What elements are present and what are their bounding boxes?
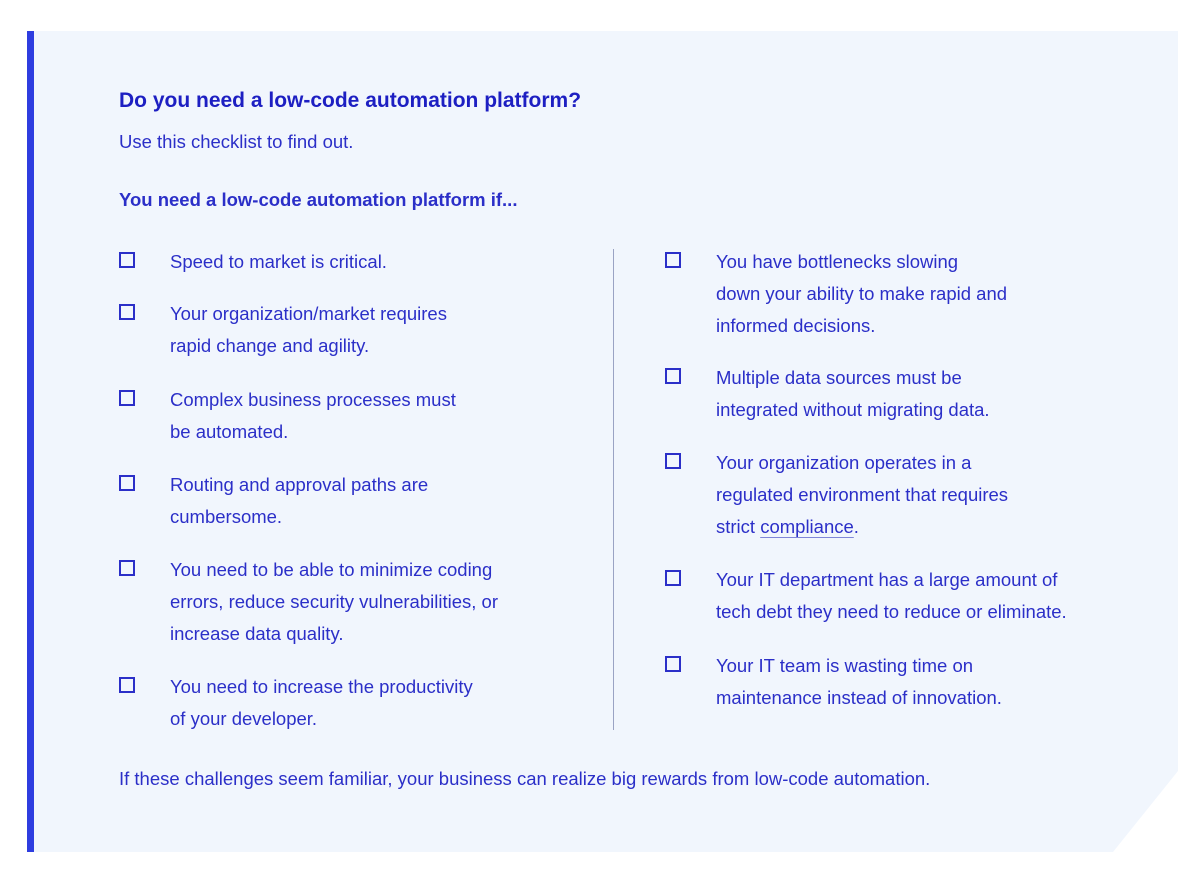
compliance-link[interactable]: compliance [760, 516, 854, 537]
checklist-item-line: down your ability to make rapid and [716, 283, 1008, 304]
checklist-heading: Do you need a low-code automation platform? [119, 89, 582, 112]
checklist-item-text [716, 246, 1106, 342]
checklist-item-line: Speed to market is critical. [170, 251, 387, 272]
checklist-item-text [716, 362, 1106, 426]
checklist-item-line: strict [716, 516, 761, 537]
checklist-item-line: . [853, 516, 859, 537]
checklist-item-line: be automated. [170, 421, 289, 442]
checklist-lead: You need a low-code automation platform if... [119, 189, 518, 210]
checklist-item-line: Multiple data sources must be [716, 367, 962, 388]
checklist-item-line: tech debt they need to reduce or eliminate. [716, 601, 1067, 622]
checkbox[interactable] [665, 570, 681, 586]
accent-bar [27, 31, 34, 852]
checklist-item-line: integrated without migrating data. [716, 399, 990, 420]
checkbox[interactable] [119, 677, 135, 693]
checklist-item-text [170, 469, 560, 533]
checklist-item-line: Your organization/market requires [170, 303, 447, 324]
checklist-item-text [716, 447, 1106, 543]
checklist-item-line: Complex business processes must [170, 389, 456, 410]
checklist-item-text [170, 384, 560, 448]
checklist-item-text [170, 246, 560, 278]
column-divider [613, 249, 614, 730]
checklist-subheading: Use this checklist to find out. [119, 131, 354, 152]
checklist-item-line: You need to be able to minimize coding [170, 559, 493, 580]
checklist-item-text [170, 298, 560, 362]
checkbox[interactable] [119, 560, 135, 576]
checklist-item-line: rapid change and agility. [170, 335, 370, 356]
checklist-item-line: Routing and approval paths are [170, 474, 429, 495]
checklist-item-text [716, 564, 1136, 628]
checkbox[interactable] [119, 252, 135, 268]
checkbox[interactable] [119, 304, 135, 320]
checklist-item-line: increase data quality. [170, 623, 344, 644]
checkbox[interactable] [119, 475, 135, 491]
checkbox[interactable] [665, 656, 681, 672]
checklist-footer: If these challenges seem familiar, your business can realize big rewards from low-code automation. [119, 768, 931, 789]
checklist-item-text [716, 650, 1106, 714]
checklist-item-line: regulated environment that requires [716, 484, 1009, 505]
checklist-item-line: cumbersome. [170, 506, 283, 527]
checklist-item-text [170, 554, 560, 650]
checklist-item-line: You need to increase the productivity [170, 676, 473, 697]
checklist-item-line: Your organization operates in a [716, 452, 972, 473]
checklist-item-text [170, 671, 560, 735]
checklist-item-line: You have bottlenecks slowing [716, 251, 959, 272]
checkbox[interactable] [665, 368, 681, 384]
checklist-item-line: of your developer. [170, 708, 318, 729]
checklist-item-line: errors, reduce security vulnerabilities, or [170, 591, 498, 612]
checkbox[interactable] [665, 453, 681, 469]
checklist-item-line: Your IT department has a large amount of [716, 569, 1058, 590]
checkbox[interactable] [119, 390, 135, 406]
checkbox[interactable] [665, 252, 681, 268]
checklist-item-line: Your IT team is wasting time on [716, 655, 974, 676]
checklist-item-line: maintenance instead of innovation. [716, 687, 1002, 708]
checklist-item-line: informed decisions. [716, 315, 876, 336]
